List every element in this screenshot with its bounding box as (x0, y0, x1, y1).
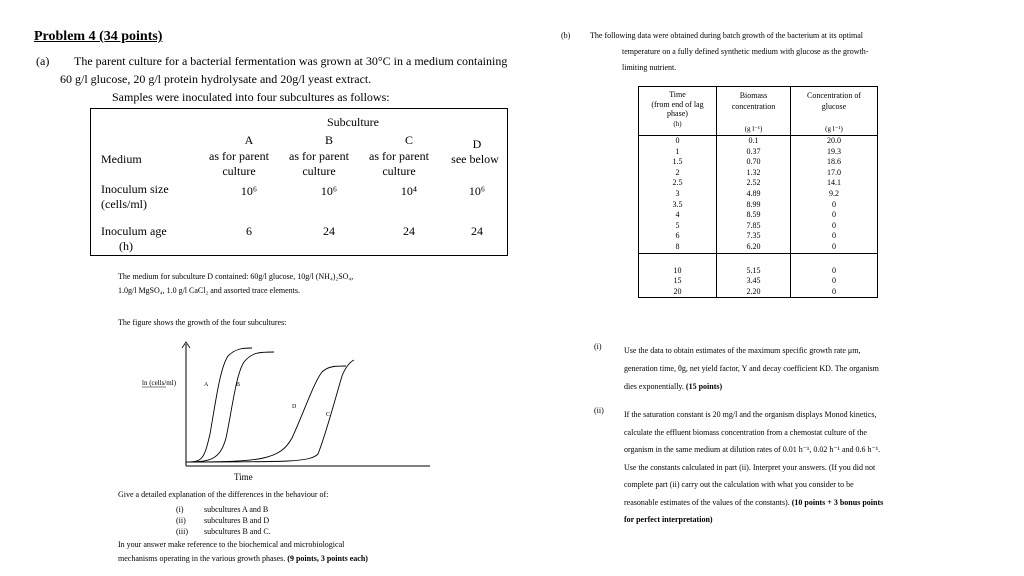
table-row (639, 231, 878, 242)
time-cell: 0 (639, 136, 717, 147)
items-list (176, 504, 271, 537)
age-d: 24 (471, 224, 483, 238)
time-cell: 10 (639, 253, 717, 276)
growth-figure (140, 338, 440, 488)
curve-label-a: A (204, 382, 209, 388)
medium-a: as for parent culture (209, 149, 269, 178)
time-cell: 8 (639, 242, 717, 253)
biomass-cell: 8.59 (717, 210, 791, 221)
col-d: D (472, 137, 482, 151)
medium-c: as for parent culture (369, 149, 429, 178)
y-axis-label: ln (cells/ml) (142, 379, 177, 387)
glucose-cell: 0 (791, 200, 878, 211)
glucose-cell: 0 (791, 210, 878, 221)
time-cell: 6 (639, 231, 717, 242)
biomass-cell: 5.15 (717, 253, 791, 276)
growth-data-table (638, 86, 878, 298)
list-item: (i) subcultures A and B (176, 505, 269, 514)
biomass-cell: 2.20 (717, 287, 791, 298)
time-cell: 5 (639, 221, 717, 232)
biomass-header: Biomass concentration (g l⁻¹) (717, 87, 791, 136)
right-intro-line: limiting nutrient. (622, 63, 677, 72)
glucose-cell: 9.2 (791, 189, 878, 200)
subculture-table (90, 108, 508, 256)
figure-caption: The figure shows the growth of the four subcultures: (118, 318, 287, 327)
glucose-cell: 20.0 (791, 136, 878, 147)
glucose-header: Concentration of glucose (g l⁻¹) (791, 87, 878, 136)
part-a-label: (a) (36, 54, 50, 68)
table-row (639, 168, 878, 179)
medium-b: as for parent culture (289, 149, 349, 178)
part-b-label: (b) (561, 31, 571, 40)
glucose-cell: 18.6 (791, 157, 878, 168)
intro-line: 60 g/l glucose, 20 g/l protein hydrolysate and 20g/l yeast extract. (60, 72, 372, 86)
age-b: 24 (323, 224, 335, 238)
time-cell: 15 (639, 276, 717, 287)
age-c: 24 (403, 224, 415, 238)
data-rows (639, 136, 878, 254)
table-row (639, 221, 878, 232)
problem-title: Problem 4 (34 points) (34, 29, 163, 44)
table-row (639, 210, 878, 221)
glucose-cell: 17.0 (791, 168, 878, 179)
biomass-cell: 6.20 (717, 242, 791, 253)
curve-label-c: C (326, 412, 331, 418)
table-row (639, 147, 878, 158)
glucose-cell: 0 (791, 242, 878, 253)
ref-line: In your answer make reference to the biochemical and microbiological (118, 540, 345, 549)
list-item: (ii) subcultures B and D (176, 516, 270, 525)
time-cell: 2 (639, 168, 717, 179)
biomass-cell: 3.45 (717, 276, 791, 287)
time-cell: 2.5 (639, 178, 717, 189)
age-a: 6 (246, 224, 252, 238)
table-row (639, 287, 878, 298)
glucose-cell: 0 (791, 276, 878, 287)
size-b: 10⁶ (320, 184, 338, 198)
table-row (639, 136, 878, 147)
curve-d (186, 366, 346, 462)
glucose-cell: 14.1 (791, 178, 878, 189)
table-row (639, 253, 878, 276)
col-c: C (404, 133, 413, 147)
biomass-cell: 0.37 (717, 147, 791, 158)
row-size-label: Inoculum size (cells/ml) (101, 182, 169, 211)
curve-b (186, 352, 274, 462)
time-cell: 20 (639, 287, 717, 298)
right-intro-line: The following data were obtained during batch growth of the bacterium at its optimal (590, 31, 864, 40)
time-cell: 3 (639, 189, 717, 200)
row-medium-label: Medium (101, 152, 142, 166)
biomass-cell: 2.52 (717, 178, 791, 189)
medium-d: see below (451, 152, 499, 166)
table-row (639, 276, 878, 287)
biomass-cell: 0.1 (717, 136, 791, 147)
explain-line: Give a detailed explanation of the differences in the behaviour of: (118, 490, 329, 499)
biomass-cell: 8.99 (717, 200, 791, 211)
q2-number: (ii) (594, 406, 604, 415)
intro-line: The parent culture for a bacterial fermentation was grown at 30°C in a medium containing (74, 54, 508, 68)
col-b: B (324, 133, 333, 147)
glucose-cell: 0 (791, 253, 878, 276)
curve-label-b: B (236, 382, 241, 388)
time-cell: 1.5 (639, 157, 717, 168)
time-cell: 4 (639, 210, 717, 221)
right-intro-line: temperature on a fully defined synthetic medium with glucose as the growth- (622, 47, 869, 56)
table-row (639, 242, 878, 253)
size-d: 10⁶ (468, 184, 486, 198)
time-cell: 3.5 (639, 200, 717, 211)
glucose-cell: 0 (791, 287, 878, 298)
x-axis-label: Time (234, 472, 253, 482)
biomass-cell: 1.32 (717, 168, 791, 179)
biomass-cell: 7.35 (717, 231, 791, 242)
glucose-cell: 0 (791, 221, 878, 232)
q1-number: (i) (594, 342, 602, 351)
medium-d-line: 1.0g/l MgSO₄, 1.0 g/l CaCl₂ and assorted trace elements. (118, 286, 300, 295)
biomass-cell: 7.85 (717, 221, 791, 232)
list-item: (iii) subcultures B and C. (176, 527, 271, 536)
row-age-label: Inoculum age (h) (101, 224, 167, 253)
table-row (639, 157, 878, 168)
time-cell: 1 (639, 147, 717, 158)
medium-d-line: The medium for subculture D contained: 60g/l glucose, 10g/l (NH₄)₂SO₄, (118, 272, 354, 281)
col-a: A (244, 133, 254, 147)
table-header: Subculture (327, 115, 379, 129)
intro-line: Samples were inoculated into four subcultures as follows: (112, 90, 390, 104)
q1-text: Use the data to obtain estimates of the maximum specific growth rate μm, generation time, θg, net yield factor, Y and decay coefficient KD. The organism dies exponentially. (15 points) (624, 346, 879, 391)
table-row (639, 189, 878, 200)
table-row (639, 200, 878, 211)
table-row (639, 178, 878, 189)
glucose-cell: 19.3 (791, 147, 878, 158)
biomass-cell: 0.70 (717, 157, 791, 168)
ref-line: mechanisms operating in the various growth phases. (9 points, 3 points each) (118, 554, 368, 563)
curve-label-d: D (292, 404, 297, 410)
curve-c (186, 360, 354, 462)
q2-text: If the saturation constant is 20 mg/l and the organism displays Monod kinetics, calculate the effluent biomass concentration from a chemostat culture of the organism in the same medium at dilution rates of 0.01 h⁻¹, 0.02 h⁻¹ and 0.6 h⁻¹. Use the constants calculated in part (ii). Interpret your answers. (If you did not complete part (ii) carry out the calculation with what you consider to be reasonable estimates of the values of the constants). (10 points + 3 bonus points for perfect interpretation) (624, 410, 884, 524)
biomass-cell: 4.89 (717, 189, 791, 200)
glucose-cell: 0 (791, 231, 878, 242)
data-rows-continued (639, 253, 878, 298)
size-c: 10⁴ (400, 184, 418, 198)
time-header: Time (from end of lag phase) (h) (639, 87, 717, 136)
size-a: 10⁶ (240, 184, 258, 198)
